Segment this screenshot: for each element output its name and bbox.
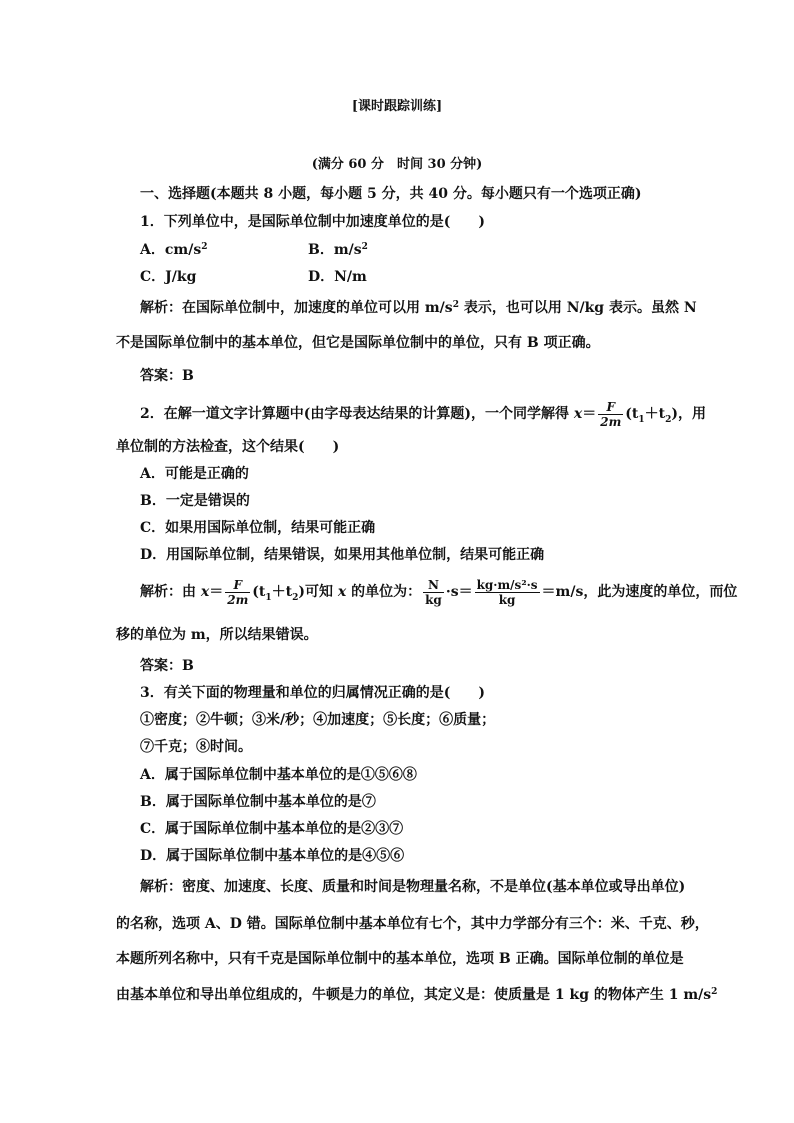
q3-option-c: C．属于国际单位制中基本单位的是②③⑦	[140, 821, 404, 837]
q2-fraction: $\frac{F}{2m}$	[600, 399, 622, 429]
q2-option-c: C．如果用国际单位制，结果可能正确	[140, 520, 376, 536]
q3-analysis-line1: 解析：密度、加速度、长度、质量和时间是物理量名称，不是单位(基本单位或导出单位)	[140, 879, 686, 895]
q1-analysis-line2: 不是国际单位制中的基本单位，但它是国际单位制中的单位，只有 B 项正确。	[116, 335, 600, 351]
q2-stem-line2: 单位制的方法检查，这个结果( )	[116, 439, 340, 455]
q2-option-d: D．用国际单位制，结果错误，如果用其他单位制，结果可能正确	[140, 547, 545, 563]
q3-items-line2: ⑦千克；⑧时间。	[140, 739, 252, 755]
section-title: 一、选择题(本题共 8 小题，每小题 5 分，共 40 分。每小题只有一个选项正确)	[140, 186, 642, 202]
q1-option-a: A．$cm/s^2$	[140, 242, 208, 258]
q2-analysis-fraction-1: $\frac{F}{2m}$	[227, 577, 249, 607]
q3-option-a: A．属于国际单位制中基本单位的是①⑤⑥⑧	[140, 767, 417, 783]
q1-option-c: C．J/kg	[140, 269, 197, 285]
q2-analysis-fraction-2: $\frac{N}{kg}$	[425, 577, 442, 607]
q2-answer: 答案：B	[140, 658, 194, 674]
q2-analysis-line2: 移的单位为 m，所以结果错误。	[116, 627, 318, 643]
q3-analysis-line4: 由基本单位和导出单位组成的，牛顿是力的单位，其定义是：使质量是 1 kg 的物体产生 1 $m/s^2$	[116, 987, 718, 1003]
q1-answer: 答案：B	[140, 368, 194, 384]
q1-option-b: B．$m/s^2$	[308, 242, 368, 258]
q3-option-b: B．属于国际单位制中基本单位的是⑦	[140, 794, 376, 810]
score-time-info: (满分 60 分 时间 30 分钟)	[311, 157, 483, 172]
q3-analysis-line2: 的名称，选项 A、D 错。国际单位制中基本单位有七个，其中力学部分有三个：米、千克、秒，	[116, 916, 709, 932]
q1-analysis-line1: 解析：在国际单位制中，加速度的单位可以用 $m/s^2$ 表示，也可以用 N/kg 表示。虽然 N	[140, 300, 697, 316]
q1-option-d: D．N/m	[308, 269, 367, 285]
q2-analysis-fraction-3: $\frac{\text{kg·m/s²·s}}{kg}$	[476, 577, 538, 607]
q3-analysis-line3: 本题所列名称中，只有千克是国际单位制中的基本单位，选项 B 正确。国际单位制的单位是	[116, 951, 684, 967]
q1-stem: 1．下列单位中，是国际单位制中加速度单位的是( )	[140, 214, 485, 230]
q3-option-d: D．属于国际单位制中基本单位的是④⑤⑥	[140, 848, 405, 864]
q2-option-a: A．可能是正确的	[140, 466, 249, 482]
q2-option-b: B．一定是错误的	[140, 493, 250, 509]
q2-analysis-line1: 解析：由 x＝ $\frac{F}{2m}$ $(t_1+t_2)$可知 x 的单位为： $\frac{N}{kg}$ ·s＝ $\frac{\text{kg·m/s²·s}}{kg}$ ＝m/s，此为速度的单位，而位	[140, 577, 738, 607]
section-tag: [课时跟踪训练]	[351, 99, 443, 114]
q3-items-line1: ①密度；②牛顿；③米/秒；④加速度；⑤长度；⑥质量；	[140, 712, 496, 728]
q3-stem: 3．有关下面的物理量和单位的归属情况正确的是( )	[140, 685, 485, 701]
q2-stem-line1: 2．在解一道文字计算题中(由字母表达结果的计算题)，一个同学解得 x＝ $\frac{F}{2m}$ $(t_1+t_2)$，用	[140, 399, 706, 429]
